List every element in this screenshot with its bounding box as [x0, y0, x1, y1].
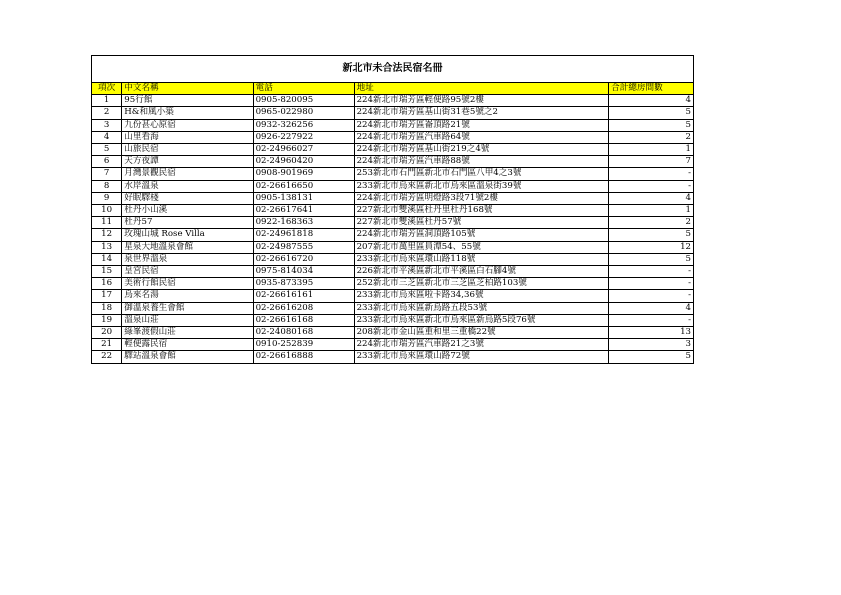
- cell-address: 224新北市瑞芳區汽車路21之3號: [354, 339, 609, 351]
- cell-chinese-name: 山里看海: [122, 131, 253, 143]
- spreadsheet: [91, 55, 694, 364]
- cell-total-rooms: -: [609, 266, 694, 278]
- cell-item-no: 16: [92, 278, 122, 290]
- cell-total-rooms: 5: [609, 119, 694, 131]
- table-title: 新北市未合法民宿名冊: [92, 56, 694, 83]
- cell-address: 224新北市瑞芳區基山街219之4號: [354, 144, 609, 156]
- cell-phone: 02-26616720: [253, 253, 354, 265]
- header-item-no: 項次: [92, 83, 122, 95]
- cell-address: 233新北市烏來區新烏路五段53號: [354, 302, 609, 314]
- cell-phone: 0905-138131: [253, 192, 354, 204]
- cell-chinese-name: 御溫泉養生會館: [122, 302, 253, 314]
- table-row: [92, 107, 694, 119]
- table-row: [92, 131, 694, 143]
- cell-phone: 0975-814034: [253, 266, 354, 278]
- cell-total-rooms: 1: [609, 144, 694, 156]
- cell-total-rooms: 2: [609, 131, 694, 143]
- cell-total-rooms: 1: [609, 205, 694, 217]
- cell-chinese-name: 皇宮民宿: [122, 266, 253, 278]
- cell-address: 233新北市烏來區新北市烏來區溫泉街39號: [354, 180, 609, 192]
- cell-item-no: 17: [92, 290, 122, 302]
- cell-phone: 0922-168363: [253, 217, 354, 229]
- cell-address: 224新北市瑞芳區基山街31巷5號之2: [354, 107, 609, 119]
- cell-item-no: 10: [92, 205, 122, 217]
- cell-address: 252新北市三芝區新北市三芝區芝柏路103號: [354, 278, 609, 290]
- table-row: [92, 192, 694, 204]
- cell-total-rooms: -: [609, 290, 694, 302]
- cell-item-no: 15: [92, 266, 122, 278]
- cell-item-no: 19: [92, 314, 122, 326]
- table-body: [92, 95, 694, 363]
- cell-phone: 02-24961818: [253, 229, 354, 241]
- cell-total-rooms: 12: [609, 241, 694, 253]
- cell-item-no: 8: [92, 180, 122, 192]
- cell-address: 224新北市瑞芳區汽車路64號: [354, 131, 609, 143]
- cell-chinese-name: 水岸溫泉: [122, 180, 253, 192]
- cell-phone: 02-26616208: [253, 302, 354, 314]
- cell-chinese-name: 泉世界溫泉: [122, 253, 253, 265]
- cell-total-rooms: -: [609, 168, 694, 180]
- cell-chinese-name: 溫泉山莊: [122, 314, 253, 326]
- cell-item-no: 1: [92, 95, 122, 107]
- cell-phone: 02-26617641: [253, 205, 354, 217]
- table-row: [92, 253, 694, 265]
- cell-item-no: 7: [92, 168, 122, 180]
- table-row: [92, 180, 694, 192]
- cell-total-rooms: 2: [609, 217, 694, 229]
- cell-chinese-name: 綠峯渡假山莊: [122, 327, 253, 339]
- cell-phone: 0932-326256: [253, 119, 354, 131]
- cell-item-no: 2: [92, 107, 122, 119]
- cell-chinese-name: 烏來名湯: [122, 290, 253, 302]
- registry-table: [91, 55, 694, 364]
- cell-phone: 0910-252839: [253, 339, 354, 351]
- header-row: [92, 83, 694, 95]
- cell-address: 233新北市烏來區環山路72號: [354, 351, 609, 363]
- cell-item-no: 3: [92, 119, 122, 131]
- cell-address: 233新北市烏來區新北市烏來區新烏路5段76號: [354, 314, 609, 326]
- cell-chinese-name: 杜丹小山溪: [122, 205, 253, 217]
- cell-address: 253新北市石門區新北市石門區八甲4之3號: [354, 168, 609, 180]
- cell-total-rooms: 5: [609, 107, 694, 119]
- header-total-rooms: 合計總房間數: [609, 83, 694, 95]
- cell-item-no: 11: [92, 217, 122, 229]
- cell-total-rooms: 3: [609, 339, 694, 351]
- table-row: [92, 241, 694, 253]
- cell-chinese-name: 天方夜譚: [122, 156, 253, 168]
- table-row: [92, 302, 694, 314]
- cell-total-rooms: 5: [609, 351, 694, 363]
- cell-item-no: 21: [92, 339, 122, 351]
- cell-phone: 02-26616650: [253, 180, 354, 192]
- table-row: [92, 339, 694, 351]
- cell-phone: 0965-022980: [253, 107, 354, 119]
- cell-total-rooms: 4: [609, 95, 694, 107]
- cell-phone: 0935-873395: [253, 278, 354, 290]
- cell-address: 227新北市雙溪區杜丹57號: [354, 217, 609, 229]
- cell-chinese-name: 輕便露民宿: [122, 339, 253, 351]
- cell-item-no: 13: [92, 241, 122, 253]
- cell-address: 224新北市瑞芳區明燈路3段71號2樓: [354, 192, 609, 204]
- header-chinese-name: 中文名稱: [122, 83, 253, 95]
- cell-phone: 0908-901969: [253, 168, 354, 180]
- cell-phone: 02-26616161: [253, 290, 354, 302]
- table-row: [92, 217, 694, 229]
- cell-address: 208新北市金山區重和里三重橋22號: [354, 327, 609, 339]
- table-row: [92, 144, 694, 156]
- table-row: [92, 205, 694, 217]
- header-phone: 電話: [253, 83, 354, 95]
- cell-chinese-name: 杜丹57: [122, 217, 253, 229]
- table-row: [92, 314, 694, 326]
- cell-address: 207新北市萬里區員潭54、55號: [354, 241, 609, 253]
- cell-chinese-name: 九份甚心原宿: [122, 119, 253, 131]
- cell-phone: 0926-227922: [253, 131, 354, 143]
- cell-phone: 02-24987555: [253, 241, 354, 253]
- cell-phone: 02-26616888: [253, 351, 354, 363]
- cell-total-rooms: 13: [609, 327, 694, 339]
- table-row: [92, 168, 694, 180]
- cell-chinese-name: 驛站溫泉會館: [122, 351, 253, 363]
- cell-total-rooms: -: [609, 180, 694, 192]
- table-row: [92, 156, 694, 168]
- cell-phone: 02-24966027: [253, 144, 354, 156]
- cell-item-no: 22: [92, 351, 122, 363]
- cell-chinese-name: 玫瑰山城 Rose Villa: [122, 229, 253, 241]
- cell-chinese-name: 山旅民宿: [122, 144, 253, 156]
- cell-address: 226新北市平溪區新北市平溪區白石腳4號: [354, 266, 609, 278]
- cell-address: 224新北市瑞芳區洞頂路105號: [354, 229, 609, 241]
- cell-item-no: 4: [92, 131, 122, 143]
- cell-chinese-name: 好眠驛棧: [122, 192, 253, 204]
- table-row: [92, 327, 694, 339]
- cell-phone: 02-26616168: [253, 314, 354, 326]
- cell-item-no: 18: [92, 302, 122, 314]
- table-row: [92, 229, 694, 241]
- cell-total-rooms: -: [609, 278, 694, 290]
- cell-item-no: 20: [92, 327, 122, 339]
- table-row: [92, 290, 694, 302]
- table-row: [92, 266, 694, 278]
- cell-address: 224新北市瑞芳區輕便路95號2樓: [354, 95, 609, 107]
- cell-total-rooms: 4: [609, 302, 694, 314]
- cell-item-no: 14: [92, 253, 122, 265]
- cell-chinese-name: H&和風小築: [122, 107, 253, 119]
- cell-address: 233新北市烏來區啦卡路34,36號: [354, 290, 609, 302]
- cell-total-rooms: 4: [609, 192, 694, 204]
- cell-chinese-name: 美術行館民宿: [122, 278, 253, 290]
- table-row: [92, 119, 694, 131]
- cell-total-rooms: 7: [609, 156, 694, 168]
- cell-item-no: 5: [92, 144, 122, 156]
- cell-chinese-name: 星泉大地溫泉會館: [122, 241, 253, 253]
- cell-total-rooms: 5: [609, 229, 694, 241]
- cell-address: 224新北市瑞芳區崙頂路21號: [354, 119, 609, 131]
- cell-phone: 02-24960420: [253, 156, 354, 168]
- cell-phone: 02-24080168: [253, 327, 354, 339]
- cell-item-no: 6: [92, 156, 122, 168]
- cell-total-rooms: -: [609, 314, 694, 326]
- cell-item-no: 12: [92, 229, 122, 241]
- cell-item-no: 9: [92, 192, 122, 204]
- cell-address: 224新北市瑞芳區汽車路88號: [354, 156, 609, 168]
- cell-chinese-name: 月灣景觀民宿: [122, 168, 253, 180]
- header-address: 地址: [354, 83, 609, 95]
- cell-address: 233新北市烏來區環山路118號: [354, 253, 609, 265]
- cell-chinese-name: 95行館: [122, 95, 253, 107]
- table-row: [92, 351, 694, 363]
- table-row: [92, 278, 694, 290]
- cell-total-rooms: 5: [609, 253, 694, 265]
- cell-phone: 0905-820095: [253, 95, 354, 107]
- table-row: [92, 95, 694, 107]
- cell-address: 227新北市雙溪區杜丹里杜丹168號: [354, 205, 609, 217]
